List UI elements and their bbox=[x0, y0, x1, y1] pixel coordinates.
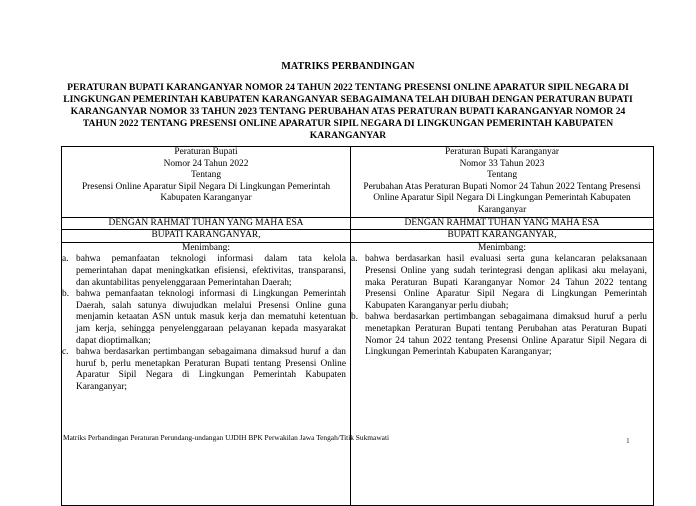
left-menimbang-label: Menimbang: bbox=[182, 242, 230, 253]
right-bupati: BUPATI KARANGANYAR, bbox=[351, 230, 654, 243]
right-rahmat: DENGAN RAHMAT TUHAN YANG MAHA ESA bbox=[351, 217, 654, 230]
right-header-line2: Nomor 33 Tahun 2023 bbox=[459, 158, 545, 169]
item-text: bahwa pemanfaatan teknologi informasi dalam tata kelola pemerintahan dapat meningkatkan efisiensi, efektivitas, transparansi, dan akuntabilitas penyelenggaraan Pemerintahan Daerah; bbox=[76, 254, 346, 288]
right-header-cell bbox=[351, 147, 654, 218]
item-text: bahwa pemanfaatan teknologi informasi di Lingkungan Pemerintah Daerah, salah satunya diwujudkan melalui Presensi Online guna menjamin ketaatan ASN untuk masuk kerja dan mematuhi ketentuan jam kerja, sehingga penyelenggaraan pelayanan kepada masyarakat dapat dioptimalkan; bbox=[76, 289, 346, 346]
list-item bbox=[62, 289, 350, 347]
list-item bbox=[62, 254, 350, 289]
right-menimbang-label: Menimbang: bbox=[478, 242, 526, 253]
right-header-line1: Peraturan Bupati Karanganyar bbox=[444, 147, 559, 157]
item-text: bahwa berdasarkan hasil evaluasi serta guna kelancaran pelaksanaan Presensi Online yang sudah terintegrasi dengan aplikasi aku melayani, maka Peraturan Bupati Karanganyar Nomor 24 Tahun 2022 tentang Presensi Online Aparatur Sipil Negara di Lingkungan Pemerintah Kabupaten Karanganyar perlu diubah; bbox=[365, 254, 647, 311]
page-number: 1 bbox=[626, 436, 630, 445]
left-header-line2: Nomor 24 Tahun 2022 bbox=[163, 158, 249, 169]
menimbang-row bbox=[62, 242, 654, 505]
left-header-line4: Presensi Online Aparatur Sipil Negara Di Lingkungan Pemerintah Kabupaten Karanganyar bbox=[81, 181, 331, 204]
item-letter: a. bbox=[351, 254, 358, 265]
comparison-table bbox=[61, 146, 654, 506]
bupati-row bbox=[62, 230, 654, 243]
item-letter: b. bbox=[351, 312, 359, 323]
list-item bbox=[62, 347, 350, 393]
item-letter: c. bbox=[62, 347, 69, 358]
page-footer: Matriks Perbandingan Peraturan Perundang-undangan UJDIH BPK Perwakilan Jawa Tengah/Titik Sukmawati bbox=[63, 433, 390, 442]
item-letter: b. bbox=[62, 289, 70, 300]
list-item bbox=[351, 312, 653, 358]
left-header-line1: Peraturan Bupati bbox=[174, 147, 238, 157]
left-header-cell bbox=[62, 147, 351, 218]
right-header-line3: Tentang bbox=[486, 170, 518, 181]
item-text: bahwa berdasarkan pertimbangan sebagaimana dimaksud huruf a perlu menetapkan Peraturan Bupati tentang Perubahan atas Peraturan Bupati Nomor 24 tahun 2022 tentang Presensi Online Aparatur Sipil Negara di Lingkungan Pemerintah Kabupaten Karanganyar; bbox=[365, 312, 647, 358]
left-header-line3: Tentang bbox=[190, 170, 222, 181]
item-text: bahwa berdasarkan pertimbangan sebagaimana dimaksud huruf a dan huruf b, perlu menetapkan Peraturan Bupati tentang Presensi Online Aparatur Sipil Negara di Lingkungan Pemerintah Kabupaten Karanganyar; bbox=[76, 347, 346, 392]
right-menimbang-cell bbox=[351, 242, 654, 505]
item-letter: a. bbox=[62, 254, 69, 265]
left-rahmat: DENGAN RAHMAT TUHAN YANG MAHA ESA bbox=[62, 217, 351, 230]
right-header-line4: Perubahan Atas Peraturan Bupati Nomor 24 Tahun 2022 Tentang Presensi Online Aparatur Sipil Negara Di Lingkungan Pemerintah Kabupaten Karanganyar bbox=[363, 181, 641, 215]
document-heading: PERATURAN BUPATI KARANGANYAR NOMOR 24 TAHUN 2022 TENTANG PRESENSI ONLINE APARATUR SIPIL NEGARA DI LINGKUNGAN PEMERINTAH KABUPATEN KARANGANYAR SEBAGAIMANA TELAH DIUBAH DENGAN PERATURAN BUPATI KARANGANYAR NOMOR 33 TAHUN 2023 TENTANG PERUBAHAN ATAS PERATURAN BUPATI KARANGANYAR NOMOR 24 TAHUN 2022 TENTANG PRESENSI ONLINE APARATUR SIPIL NEGARA DI LINGKUNGAN PEMERINTAH KABUPATEN KARANGANYAR bbox=[63, 82, 633, 141]
document-title: MATRIKS PERBANDINGAN bbox=[281, 61, 415, 72]
table-header-row bbox=[62, 147, 654, 218]
list-item bbox=[351, 254, 653, 312]
left-bupati: BUPATI KARANGANYAR, bbox=[62, 230, 351, 243]
rahmat-row bbox=[62, 217, 654, 230]
left-menimbang-cell bbox=[62, 242, 351, 505]
